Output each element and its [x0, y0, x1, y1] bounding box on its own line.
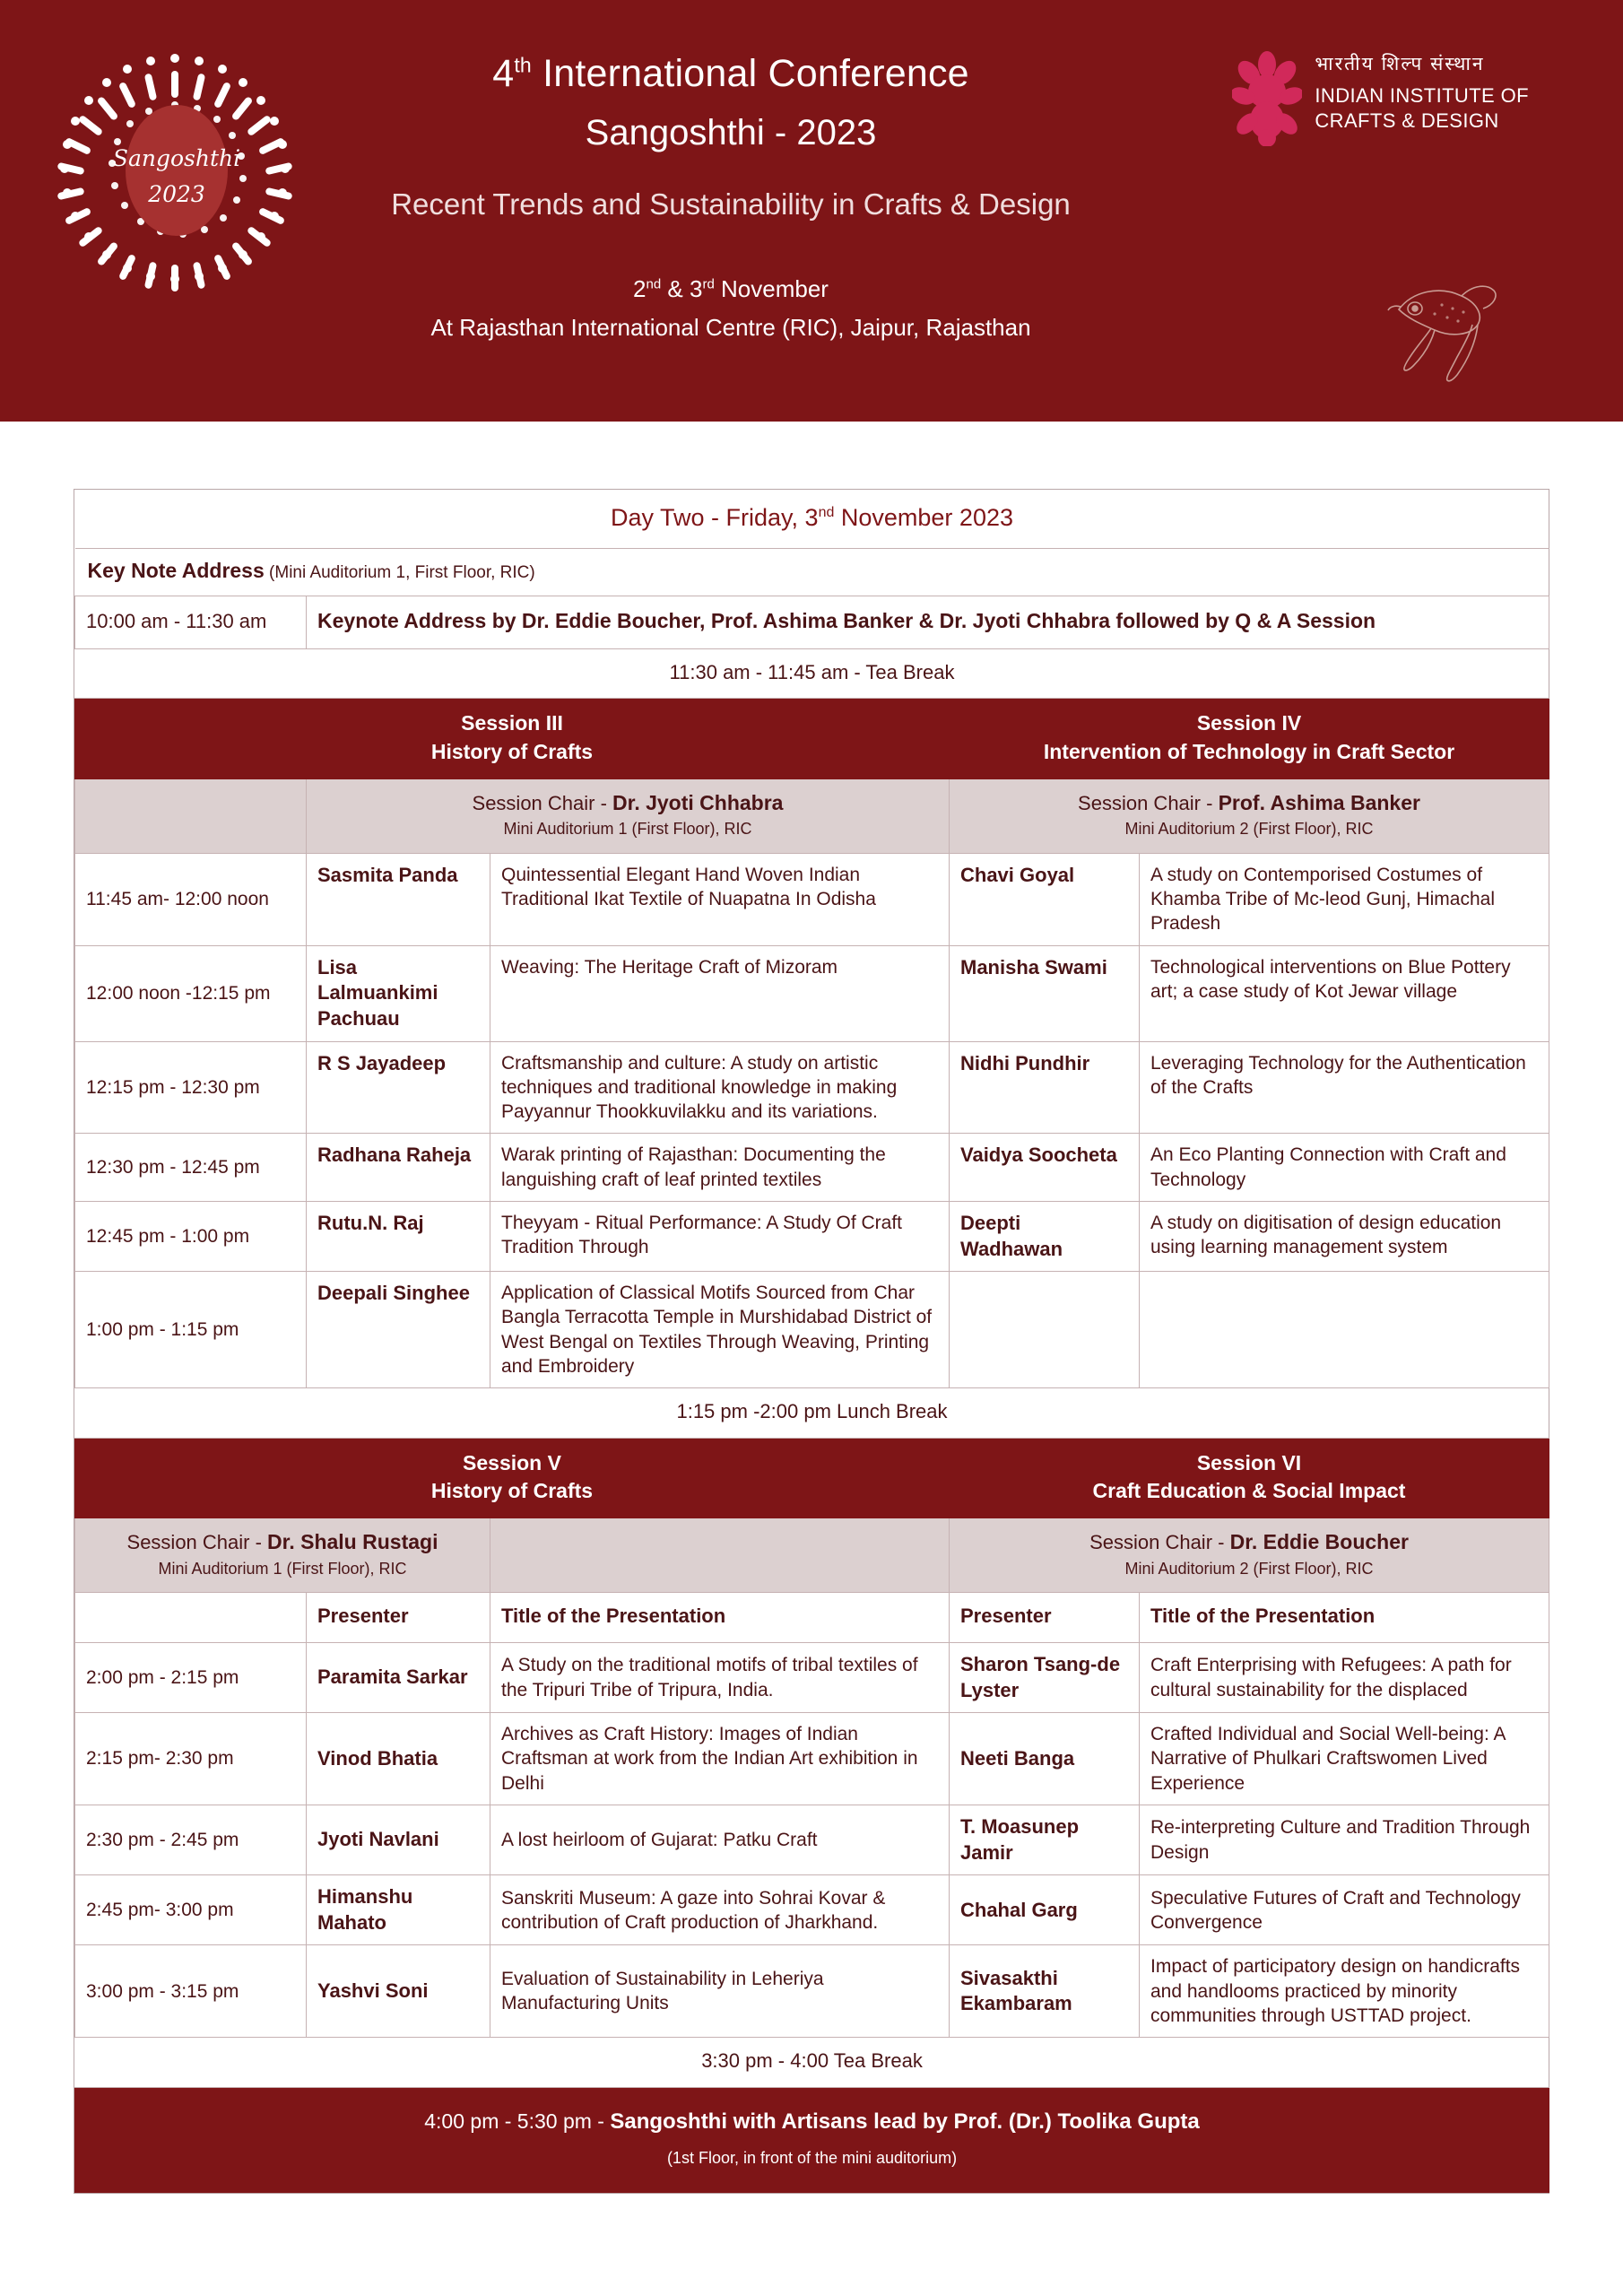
row-title-left: A lost heirloom of Gujarat: Patku Craft — [490, 1805, 950, 1875]
table-row — [75, 945, 1549, 1041]
row-presenter-left: Rutu.N. Raj — [307, 1202, 490, 1272]
table-row — [75, 1272, 1549, 1388]
chair-spacer-mid — [490, 1518, 950, 1593]
row-title-left: Quintessential Elegant Hand Woven Indian Traditional Ikat Textile of Nuapatna In Odisha — [490, 853, 950, 945]
iicd-name-english-line1: INDIAN INSTITUTE OF — [1315, 84, 1529, 108]
row-presenter-right: Neeti Banga — [950, 1713, 1140, 1805]
row-presenter-left: Sasmita Panda — [307, 853, 490, 945]
row-title-left: Warak printing of Rajasthan: Documenting the languishing craft of leaf printed textiles — [490, 1134, 950, 1202]
row-title-right: Re-interpreting Culture and Tradition Through Design — [1140, 1805, 1549, 1875]
row-title-left: Weaving: The Heritage Craft of Mizoram — [490, 945, 950, 1041]
table-row — [75, 853, 1549, 945]
logo-year: 2023 — [148, 181, 205, 207]
row-presenter-right: Deepti Wadhawan — [950, 1202, 1140, 1272]
row-presenter-left: Lisa Lalmuankimi Pachuau — [307, 945, 490, 1041]
row-title-left: Sanskriti Museum: A gaze into Sohrai Kovar & contribution of Craft production of Jharkhand. — [490, 1875, 950, 1945]
row-time: 12:45 pm - 1:00 pm — [75, 1202, 307, 1272]
row-title-right: Leveraging Technology for the Authentication of the Crafts — [1140, 1041, 1549, 1134]
schedule-table-wrapper — [74, 489, 1549, 2194]
row-title-left: Craftsmanship and culture: A study on artistic techniques and traditional knowledge in making Payyannur Thookkuvilakku and its variations. — [490, 1041, 950, 1134]
table-row — [75, 1041, 1549, 1134]
session-vi-header: Session VI Craft Education & Social Impact — [950, 1438, 1549, 1518]
session-iii-header: Session III History of Crafts — [75, 699, 950, 778]
row-presenter-right: T. Moasunep Jamir — [950, 1805, 1140, 1875]
row-time: 2:45 pm- 3:00 pm — [75, 1875, 307, 1945]
session-vi-chair: Session Chair - Dr. Eddie Boucher Mini Auditorium 2 (First Floor), RIC — [950, 1518, 1549, 1593]
session-v-header: Session V History of Crafts — [75, 1438, 950, 1518]
row-presenter-right: Nidhi Pundhir — [950, 1041, 1140, 1134]
col-head-title-left: Title of the Presentation — [490, 1593, 950, 1643]
row-presenter-right: Vaidya Soocheta — [950, 1134, 1140, 1202]
session-iv-chair: Session Chair - Prof. Ashima Banker Mini Auditorium 2 (First Floor), RIC — [950, 778, 1549, 853]
day-title: Day Two - Friday, 3nd November 2023 — [75, 490, 1549, 549]
row-presenter-right: Sivasakthi Ekambaram — [950, 1945, 1140, 2038]
table-row — [75, 1945, 1549, 2038]
conference-venue: At Rajasthan International Centre (RIC), Jaipur, Rajasthan — [430, 314, 1031, 342]
row-presenter-right: Chavi Goyal — [950, 853, 1140, 945]
session-bar-row-2 — [75, 1438, 1549, 1518]
session-iii-chair: Session Chair - Dr. Jyoti Chhabra Mini Auditorium 1 (First Floor), RIC — [307, 778, 950, 853]
tea-break-2-row — [75, 2038, 1549, 2088]
row-title-right: Speculative Futures of Craft and Technology Convergence — [1140, 1875, 1549, 1945]
keynote-header-row — [75, 549, 1549, 596]
row-presenter-right: Manisha Swami — [950, 945, 1140, 1041]
finale-banner — [75, 2087, 1549, 2193]
row-title-right: A study on digitisation of design education using learning management system — [1140, 1202, 1549, 1272]
row-time: 12:00 noon -12:15 pm — [75, 945, 307, 1041]
row-time: 3:00 pm - 3:15 pm — [75, 1945, 307, 2038]
row-title-right: A study on Contemporised Costumes of Khamba Tribe of Mc-leod Gunj, Himachal Pradesh — [1140, 853, 1549, 945]
tea-break-1: 11:30 am - 11:45 am - Tea Break — [75, 648, 1549, 699]
session-v-chair: Session Chair - Dr. Shalu Rustagi Mini Auditorium 1 (First Floor), RIC — [75, 1518, 490, 1593]
session-bar-row-1 — [75, 699, 1549, 778]
iicd-lotus-icon — [1232, 49, 1302, 146]
row-presenter-left: Vinod Bhatia — [307, 1713, 490, 1805]
keynote-time: 10:00 am - 11:30 am — [75, 596, 307, 648]
row-time: 12:30 pm - 12:45 pm — [75, 1134, 307, 1202]
schedule-table — [74, 490, 1549, 2193]
row-time: 11:45 am- 12:00 noon — [75, 853, 307, 945]
iicd-logo-block — [1232, 49, 1529, 146]
row-presenter-left: Himanshu Mahato — [307, 1875, 490, 1945]
iicd-name-english-line2: CRAFTS & DESIGN — [1315, 109, 1499, 132]
chair-spacer-left — [75, 778, 307, 853]
table-row — [75, 1642, 1549, 1712]
banner-text-block — [341, 0, 1121, 422]
row-presenter-left: Paramita Sarkar — [307, 1642, 490, 1712]
row-title-left: Archives as Craft History: Images of Indian Craftsman at work from the Indian Art exhibition in Delhi — [490, 1713, 950, 1805]
table-row — [75, 1134, 1549, 1202]
iicd-name-hindi: भारतीय शिल्प संस्थान — [1315, 54, 1485, 74]
row-presenter-left: Jyoti Navlani — [307, 1805, 490, 1875]
finale-line: 4:00 pm - 5:30 pm - Sangoshthi with Artisans lead by Prof. (Dr.) Toolika Gupta — [424, 2109, 1200, 2134]
keynote-row — [75, 596, 1549, 648]
row-presenter-right: Chahal Garg — [950, 1875, 1140, 1945]
col-head-spacer — [75, 1593, 307, 1643]
col-head-presenter-right: Presenter — [950, 1593, 1140, 1643]
row-presenter-left: Radhana Raheja — [307, 1134, 490, 1202]
keynote-description: Keynote Address by Dr. Eddie Boucher, Prof. Ashima Banker & Dr. Jyoti Chhabra followed by Q & A Session — [307, 596, 1549, 648]
lunch-break-row — [75, 1388, 1549, 1439]
session-iv-header: Session IV Intervention of Technology in Craft Sector — [950, 699, 1549, 778]
keynote-header — [75, 549, 1549, 596]
finale-row — [75, 2087, 1549, 2193]
lunch-break: 1:15 pm -2:00 pm Lunch Break — [75, 1388, 1549, 1439]
row-time: 2:00 pm - 2:15 pm — [75, 1642, 307, 1712]
day-title-row — [75, 490, 1549, 549]
row-title-right: Crafted Individual and Social Well-being: A Narrative of Phulkari Craftswomen Lived Experience — [1140, 1713, 1549, 1805]
row-time: 2:30 pm - 2:45 pm — [75, 1805, 307, 1875]
tea-break-2: 3:30 pm - 4:00 Tea Break — [75, 2038, 1549, 2088]
finale-note: (1st Floor, in front of the mini auditorium) — [666, 2149, 958, 2168]
col-head-presenter-left: Presenter — [307, 1593, 490, 1643]
table-row — [75, 1202, 1549, 1272]
row-title-left: Application of Classical Motifs Sourced from Char Bangla Terracotta Temple in Murshidabad District of West Bengal on Textiles Through Weaving, Printing and Embroidery — [490, 1272, 950, 1388]
table-row — [75, 1875, 1549, 1945]
sangoshthi-logo — [54, 49, 296, 291]
tea-break-1-row — [75, 648, 1549, 699]
conference-subtitle: Recent Trends and Sustainability in Crafts & Design — [391, 187, 1071, 222]
row-time: 2:15 pm- 2:30 pm — [75, 1713, 307, 1805]
row-presenter-right: Sharon Tsang-de Lyster — [950, 1642, 1140, 1712]
row-presenter-left: R S Jayadeep — [307, 1041, 490, 1134]
row-presenter-left: Deepali Singhee — [307, 1272, 490, 1388]
conference-title: 4th International Conference — [492, 52, 969, 95]
session-chair-row-1 — [75, 778, 1549, 853]
row-title-left: Theyyam - Ritual Performance: A Study Of Craft Tradition Through — [490, 1202, 950, 1272]
row-time: 1:00 pm - 1:15 pm — [75, 1272, 307, 1388]
col-head-title-right: Title of the Presentation — [1140, 1593, 1549, 1643]
row-title-left: Evaluation of Sustainability in Leheriya Manufacturing Units — [490, 1945, 950, 2038]
table-row — [75, 1713, 1549, 1805]
row-title-right: Impact of participatory design on handicrafts and handlooms practiced by minority communities through USTTAD project. — [1140, 1945, 1549, 2038]
row-time: 12:15 pm - 12:30 pm — [75, 1041, 307, 1134]
row-title-left: A Study on the traditional motifs of tribal textiles of the Tripuri Tribe of Tripura, India. — [490, 1642, 950, 1712]
row-presenter-left: Yashvi Soni — [307, 1945, 490, 2038]
conference-title-line2: Sangoshthi - 2023 — [585, 113, 877, 153]
row-presenter-right — [950, 1272, 1140, 1388]
session-chair-row-2 — [75, 1518, 1549, 1593]
row-title-right — [1140, 1272, 1549, 1388]
row-title-right: An Eco Planting Connection with Craft and Technology — [1140, 1134, 1549, 1202]
keynote-venue: (Mini Auditorium 1, First Floor, RIC) — [264, 563, 535, 583]
decorative-bird-motif — [1372, 269, 1506, 386]
row-title-right: Craft Enterprising with Refugees: A path for cultural sustainability for the displaced — [1140, 1642, 1549, 1712]
conference-banner — [0, 0, 1623, 422]
row-title-right: Technological interventions on Blue Pottery art; a case study of Kot Jewar village — [1140, 945, 1549, 1041]
keynote-label: Key Note Address — [87, 559, 265, 583]
column-header-row — [75, 1593, 1549, 1643]
table-row — [75, 1805, 1549, 1875]
conference-dates: 2nd & 3rd November — [633, 275, 829, 303]
logo-word-sangoshthi: Sangoshthi — [112, 145, 241, 171]
